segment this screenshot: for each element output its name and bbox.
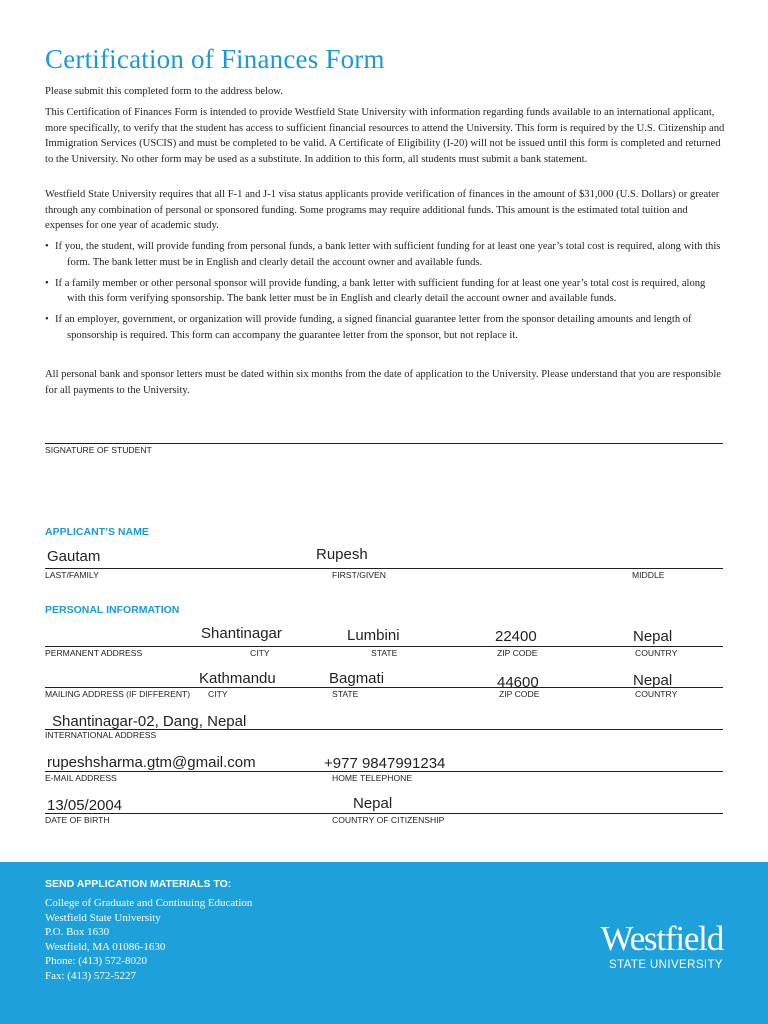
- permanent-country-label: COUNTRY: [635, 648, 678, 658]
- international-address-label: INTERNATIONAL ADDRESS: [45, 730, 157, 740]
- date-of-birth-value[interactable]: 13/05/2004: [47, 797, 123, 814]
- mailing-country-value[interactable]: Nepal: [633, 672, 673, 689]
- bullet-employer-sponsor: • If an employer, government, or organization will provide funding, a signed financial guarantee letter from the sponsor detailing amounts and length of sponsorship is required. This form can accompany the guarantee letter from the sponsor, but not replace it.: [45, 314, 692, 341]
- permanent-zip-label: ZIP CODE: [497, 648, 538, 658]
- submit-instruction: Please submit this completed form to the address below.: [45, 86, 283, 97]
- mailing-zip-label: ZIP CODE: [499, 689, 540, 699]
- intro-paragraph: This Certification of Finances Form is intended to provide Westfield State University with information regarding funds available to an international applicant, more specifically, to verify that the student has access to sufficient financial resources to attend the University. This form is required by the U.S. Citizenship and Immigration Services (USCIS) and must be completed to be valid. A Certificate of Eligibility (I-20) will not be issued until this form is completed and returned to the University. No other form may be used as a substitute. In addition to this form, all students must submit a bank statement.: [45, 107, 725, 165]
- mailing-address-block: [45, 896, 252, 983]
- send-materials-heading: SEND APPLICATION MATERIALS TO:: [45, 878, 232, 890]
- mailing-zip-value[interactable]: 44600: [497, 674, 539, 691]
- bullet-family-sponsor: • If a family member or other personal sponsor will provide funding, a bank letter with sufficient funding for at least one year’s total cost is required, along with this form verifying sponsorship. The bank letter must be in English and clearly detail the account owner and available funds.: [45, 277, 706, 304]
- bullet-icon: •: [45, 241, 49, 252]
- last-name-value[interactable]: Gautam: [47, 548, 101, 565]
- letters-dated-paragraph: All personal bank and sponsor letters must be dated within six months from the date of application to the University. Please understand that you are responsible for all payments to the University.: [45, 369, 721, 396]
- mailing-address-label: MAILING ADDRESS (IF DIFFERENT): [45, 689, 191, 699]
- applicant-name-heading: APPLICANT’S NAME: [45, 526, 149, 538]
- last-name-label: LAST/FAMILY: [45, 570, 99, 580]
- middle-name-label: MIDDLE: [632, 570, 665, 580]
- form-title: Certification of Finances Form: [45, 44, 385, 74]
- permanent-city-value[interactable]: Shantinagar: [201, 625, 282, 642]
- citizenship-value[interactable]: Nepal: [353, 795, 393, 812]
- permanent-city-label: CITY: [250, 648, 270, 658]
- fax-line: Fax: (413) 572-5227: [45, 969, 137, 982]
- citizenship-label: COUNTRY OF CITIZENSHIP: [332, 815, 445, 825]
- address-line: College of Graduate and Continuing Education: [45, 897, 253, 909]
- bullet-icon: •: [45, 314, 49, 325]
- applicant-name-line: [45, 568, 723, 569]
- address-line: Westfield, MA 01086-1630: [45, 940, 166, 953]
- permanent-state-label: STATE: [371, 648, 398, 658]
- signature-label: SIGNATURE OF STUDENT: [45, 445, 152, 455]
- mailing-state-value[interactable]: Bagmati: [329, 670, 385, 687]
- logo-wordmark: Westfield: [600, 919, 723, 958]
- footer-band: [0, 862, 768, 1024]
- first-name-label: FIRST/GIVEN: [332, 570, 386, 580]
- birth-line: [45, 813, 723, 814]
- bullet-personal-funds: • If you, the student, will provide funding from personal funds, a bank letter with sufficient funding for at least one year’s total cost is required, along with this form. The bank letter must be in English and clearly detail the account owner and available funds.: [45, 241, 721, 268]
- first-name-value[interactable]: Rupesh: [316, 546, 368, 563]
- logo-subtitle: STATE UNIVERSITY: [609, 959, 723, 971]
- mailing-city-value[interactable]: Kathmandu: [199, 670, 276, 687]
- email-label: E-MAIL ADDRESS: [45, 773, 117, 783]
- mailing-address-line: [45, 687, 723, 688]
- permanent-state-value[interactable]: Lumbini: [347, 627, 400, 644]
- permanent-country-value[interactable]: Nepal: [633, 628, 673, 645]
- requirement-paragraph: Westfield State University requires that all F-1 and J-1 visa status applicants provide verification of finances in the amount of $31,000 (U.S. Dollars) or greater through any combination of personal or sponsored funding. Some programs may require additional funds. This amount is the estimated total tuition and expenses for one year of academic study.: [45, 189, 720, 231]
- address-line: Westfield State University: [45, 911, 161, 924]
- signature-line[interactable]: [45, 443, 723, 444]
- phone-line: Phone: (413) 572-8020: [45, 955, 148, 967]
- email-value[interactable]: rupeshsharma.gtm@gmail.com: [47, 754, 256, 771]
- mailing-state-label: STATE: [332, 689, 359, 699]
- funding-bullets: [45, 239, 725, 349]
- contact-line: [45, 771, 723, 772]
- address-line: P.O. Box 1630: [45, 926, 110, 938]
- westfield-logo: [583, 919, 723, 972]
- home-telephone-value[interactable]: +977 9847991234: [324, 755, 446, 772]
- mailing-city-label: CITY: [208, 689, 228, 699]
- bullet-icon: •: [45, 277, 49, 289]
- permanent-zip-value[interactable]: 22400: [495, 628, 537, 645]
- home-telephone-label: HOME TELEPHONE: [332, 773, 413, 783]
- personal-info-heading: PERSONAL INFORMATION: [45, 604, 180, 616]
- permanent-address-label: PERMANENT ADDRESS: [45, 648, 143, 658]
- mailing-country-label: COUNTRY: [635, 689, 678, 699]
- permanent-address-line: [45, 646, 723, 647]
- date-of-birth-label: DATE OF BIRTH: [45, 815, 110, 825]
- international-address-value[interactable]: Shantinagar-02, Dang, Nepal: [52, 713, 247, 730]
